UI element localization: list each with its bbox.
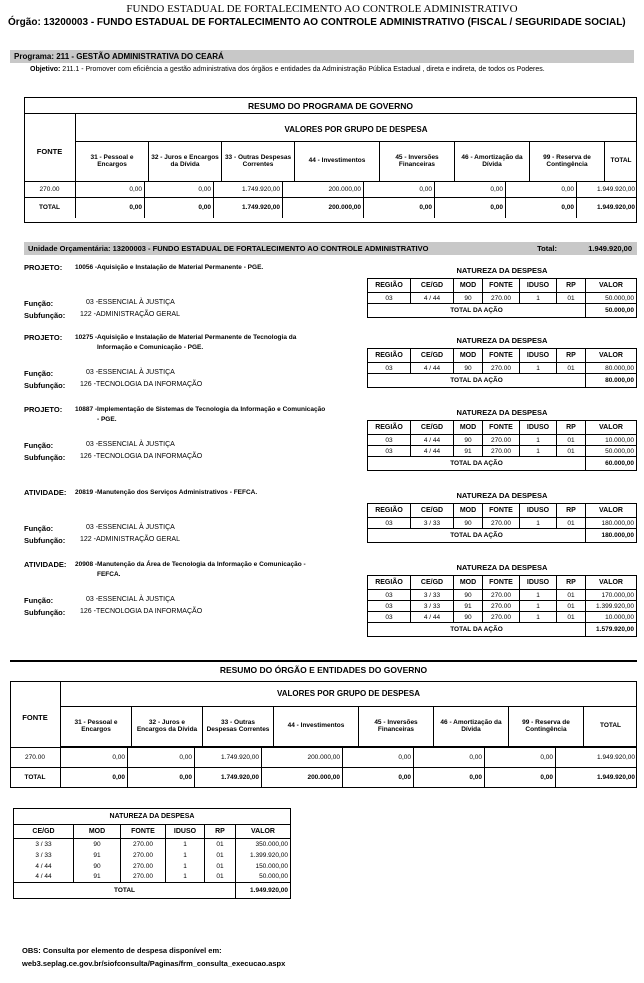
resumo-programa-table (75, 141, 637, 182)
resumo-orgao-values (10, 747, 637, 787)
acao-tipo: ATIVIDADE: (24, 488, 67, 497)
table-row: 03 3 / 33 90 270.00 1 01 180.000,00 (368, 518, 637, 529)
subfuncao-value: 122 -ADMINISTRAÇÃO GERAL (80, 311, 180, 318)
col-outras: 33 - Outras Despesas Correntes (222, 141, 295, 181)
funcao-value: 03 -ESSENCIAL À JUSTIÇA (86, 524, 175, 531)
resumo-orgao-title: RESUMO DO ÓRGÃO E ENTIDADES DO GOVERNO (219, 665, 428, 675)
table-row: 03 4 / 44 90 270.00 1 01 10.000,00 (368, 435, 637, 446)
natureza-final-total-label: TOTAL (14, 883, 236, 899)
total-acao-value: 180.000,00 (586, 529, 637, 543)
natureza-final-title: NATUREZA DA DESPESA (14, 809, 291, 825)
resumo-orgao-table: 31 - Pessoal e Encargos 32 - Juros e Encargos da Dívida 33 - Outras Despesas Correntes 44 - Investimentos 45 - Inversões Financeiras 46 - Amortização da Dívida 99 - Reserva de Contingência TOTAL (60, 706, 637, 747)
total-acao-value: 80.000,00 (586, 374, 637, 388)
programa-bar (10, 50, 634, 63)
natureza-table: REGIÃO CE/GD MOD FONTE IDUSO RP VALOR 03 4 / 44 90 270.00 1 01 10.000,00 03 4 / 44 91 270.00 1 01 50.000,00 TOTAL DA AÇÃO 60.000,00 (367, 420, 637, 471)
natureza-table: REGIÃO CE/GD MOD FONTE IDUSO RP VALOR 03 3 / 33 90 270.00 1 01 180.000,00 TOTAL DA AÇÃO 180.000,00 (367, 503, 637, 543)
resumo-programa-title: RESUMO DO PROGRAMA DE GOVERNO (248, 101, 413, 111)
acao-descricao: 20908 -Manutenção da Área de Tecnologia da Informação e Comunicação - FEFCA. (75, 561, 306, 578)
total-acao-value: 50.000,00 (586, 304, 637, 318)
total-acao-label: TOTAL DA AÇÃO (368, 374, 586, 388)
resumo-programa-fonte-header: FONTE (36, 147, 63, 156)
resumo-orgao-subtitle: VALORES POR GRUPO DE DESPESA (277, 689, 420, 698)
table-row: 270.00 0,00 0,00 1.749.920,00 200.000,00 0,00 0,00 0,00 1.949.920,00 (10, 748, 637, 768)
unidade-bar: Unidade Orçamentária: 13200003 - FUNDO ESTADUAL DE FORTALECIMENTO AO CONTROLE ADMINISTRATIVO Total: 1.949.920,00 (24, 242, 637, 255)
table-row: 03 4 / 44 90 270.00 1 01 50.000,00 (368, 293, 637, 304)
table-row: 270.00 0,00 0,00 1.749.920,00 200.000,00 0,00 0,00 0,00 1.949.920,00 (24, 182, 637, 198)
funcao-value: 03 -ESSENCIAL À JUSTIÇA (86, 299, 175, 306)
total-acao-label: TOTAL DA AÇÃO (368, 457, 586, 471)
natureza-title: NATUREZA DA DESPESA (456, 266, 548, 275)
obs-link[interactable]: web3.seplag.ce.gov.br/siofconsulta/Paginas/frm_consulta_execucao.aspx (22, 959, 286, 968)
table-row: 03 4 / 44 90 270.00 1 01 10.000,00 (368, 612, 637, 623)
natureza-title: NATUREZA DA DESPESA (456, 491, 548, 500)
resumo-programa-subtitle: VALORES POR GRUPO DE DESPESA (284, 125, 428, 134)
funcao-value: 03 -ESSENCIAL À JUSTIÇA (86, 441, 175, 448)
unidade-total: 1.949.920,00 (588, 244, 632, 253)
col-investimentos: 44 - Investimentos (295, 141, 380, 181)
col-total: TOTAL (605, 141, 638, 181)
acao-descricao: 10887 -Implementação de Sistemas de Tecnologia da Informação e Comunicação - PGE. (75, 406, 326, 423)
col-pessoal: 31 - Pessoal e Encargos (76, 141, 149, 181)
acao-tipo: PROJETO: (24, 333, 63, 342)
document-title: FUNDO ESTADUAL DE FORTALECIMENTO AO CONTROLE ADMINISTRATIVO (126, 3, 518, 15)
acao-descricao: 10056 -Aquisição e Instalação de Material Permanente - PGE. (75, 264, 264, 271)
resumo-programa-values (24, 181, 637, 218)
acao-tipo: PROJETO: (24, 405, 63, 414)
objetivo-text: 211.1 - Promover com eficiência a gestão administrativa dos órgãos e entidades da Administração Pública Estadual , direta e indireta, de todos os Poderes. (62, 66, 545, 73)
total-row: TOTAL 0,00 0,00 1.749.920,00 200.000,00 0,00 0,00 0,00 1.949.920,00 (24, 198, 637, 218)
table-row: 03 3 / 33 91 270.00 1 01 1.399.920,00 (368, 601, 637, 612)
total-acao-label: TOTAL DA AÇÃO (368, 623, 586, 637)
obs-line-1: OBS: Consulta por elemento de despesa disponível em: (22, 946, 222, 955)
programa-label: Programa: 211 - GESTÃO ADMINISTRATIVA DO CEARÁ (14, 52, 224, 61)
subfuncao-value: 126 -TECNOLOGIA DA INFORMAÇÃO (80, 453, 203, 460)
col-reserva: 99 - Reserva de Contingência (530, 141, 605, 181)
table-row: 03 4 / 44 90 270.00 1 01 80.000,00 (368, 363, 637, 374)
acao-descricao: 10275 -Aquisição e Instalação de Material Permanente de Tecnologia da Informação e Comunicação - PGE. (75, 334, 297, 351)
table-row: 4 / 44 90 270.00 1 01 150.000,00 (14, 861, 291, 872)
table-row: 03 4 / 44 91 270.00 1 01 50.000,00 (368, 446, 637, 457)
acao-tipo: PROJETO: (24, 263, 63, 272)
subfuncao-value: 126 -TECNOLOGIA DA INFORMAÇÃO (80, 381, 203, 388)
natureza-table: REGIÃO CE/GD MOD FONTE IDUSO RP VALOR 03 4 / 44 90 270.00 1 01 50.000,00 TOTAL DA AÇÃO 50.000,00 (367, 278, 637, 318)
natureza-table: REGIÃO CE/GD MOD FONTE IDUSO RP VALOR 03 3 / 33 90 270.00 1 01 170.000,00 03 3 / 33 91 270.00 1 01 1.399.920,00 03 4 / 44 90 270.00 1 01 10.000,00 TOTAL DA AÇÃO 1.579.920,00 (367, 575, 637, 637)
acao-tipo: ATIVIDADE: (24, 560, 67, 569)
acao-descricao: 20819 -Manutenção dos Serviços Administrativos - FEFCA. (75, 489, 258, 496)
table-row: 03 3 / 33 90 270.00 1 01 170.000,00 (368, 590, 637, 601)
natureza-final-total: 1.949.920,00 (236, 883, 291, 899)
orgao-heading: Órgão: 13200003 - FUNDO ESTADUAL DE FORTALECIMENTO AO CONTROLE ADMINISTRATIVO (FISCAL / SEGURIDADE SOCIAL) (8, 17, 626, 28)
subfuncao-value: 126 -TECNOLOGIA DA INFORMAÇÃO (80, 608, 203, 615)
subfuncao-value: 122 -ADMINISTRAÇÃO GERAL (80, 536, 180, 543)
total-row: TOTAL 0,00 0,00 1.749.920,00 200.000,00 0,00 0,00 0,00 1.949.920,00 (10, 768, 637, 787)
col-amortizacao: 46 - Amortização da Dívida (455, 141, 530, 181)
objetivo: Objetivo: 211.1 - Promover com eficiência a gestão administrativa dos órgãos e entidades da Administração Pública Estadual , direta e indireta, de todos os Poderes. (30, 66, 545, 73)
table-row: 3 / 33 91 270.00 1 01 1.399.920,00 (14, 850, 291, 861)
natureza-title: NATUREZA DA DESPESA (456, 408, 548, 417)
total-acao-label: TOTAL DA AÇÃO (368, 529, 586, 543)
col-juros: 32 - Juros e Encargos da Dívida (149, 141, 222, 181)
natureza-final-table: NATUREZA DA DESPESA CE/GD MOD FONTE IDUSO RP VALOR 3 / 33 90 270.00 1 01 350.000,00 3 / 33 91 270.00 1 01 1.399.920,00 4 / 44 90 270.00 1 01 150.000,00 4 / 44 91 270.00 1 01 50.000,00 TOTAL 1.949.920,00 (13, 808, 291, 899)
total-acao-value: 1.579.920,00 (586, 623, 637, 637)
resumo-orgao-fonte-header: FONTE (22, 713, 48, 722)
funcao-value: 03 -ESSENCIAL À JUSTIÇA (86, 369, 175, 376)
table-row: 3 / 33 90 270.00 1 01 350.000,00 (14, 839, 291, 850)
unidade-label: Unidade Orçamentária: 13200003 - FUNDO ESTADUAL DE FORTALECIMENTO AO CONTROLE ADMINISTRATIVO (28, 244, 429, 253)
col-inversoes: 45 - Inversões Financeiras (380, 141, 455, 181)
funcao-value: 03 -ESSENCIAL À JUSTIÇA (86, 596, 175, 603)
natureza-title: NATUREZA DA DESPESA (456, 336, 548, 345)
natureza-title: NATUREZA DA DESPESA (456, 563, 548, 572)
total-acao-value: 60.000,00 (586, 457, 637, 471)
table-row: 4 / 44 91 270.00 1 01 50.000,00 (14, 872, 291, 883)
natureza-table: REGIÃO CE/GD MOD FONTE IDUSO RP VALOR 03 4 / 44 90 270.00 1 01 80.000,00 TOTAL DA AÇÃO 80.000,00 (367, 348, 637, 388)
total-acao-label: TOTAL DA AÇÃO (368, 304, 586, 318)
